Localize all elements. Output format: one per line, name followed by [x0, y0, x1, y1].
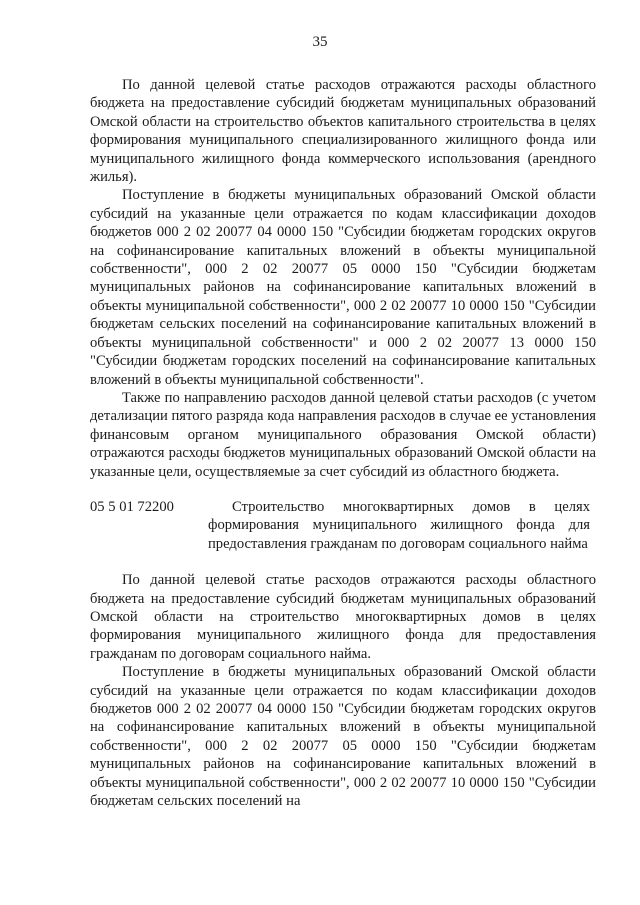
paragraph-1: По данной целевой статье расходов отражаются расходы областного бюджета на предоставление субсидий бюджетам муниципальных образований Омской области на строительство объектов капитального строительства в целях формирования муниципального специализированного жилищного фонда или муниципального жилищного фонда коммерческого использования (арендного жилья).	[90, 77, 596, 186]
expense-code-entry	[90, 498, 596, 553]
page-number: 35	[312, 34, 328, 50]
paragraph-5: Поступление в бюджеты муниципальных образований Омской области субсидий на указанные цели отражается по кодам классификации доходов бюджетов 000 2 02 20077 04 0000 150 "Субсидии бюджетам городских округов на софинансирование капитальных вложений в объекты муниципальной собственности", 000 2 02 20077 05 0000 150 "Субсидии бюджетам муниципальных районов на софинансирование капитальных вложений в объекты муниципальной собственности", 000 2 02 20077 10 0000 150 "Субсидии бюджетам сельских поселений на	[90, 664, 596, 810]
expense-code: 05 5 01 72200	[90, 498, 174, 515]
paragraph-3: Также по направлению расходов данной целевой статьи расходов (с учетом детализации пятого разряда кода направления расходов в случае ее установления финансовым органом муниципального образования Омской области) отражаются расходы бюджетов муниципальных образований Омской области на указанные цели, осуществляемые за счет субсидий из областного бюджета.	[90, 389, 596, 480]
paragraph-4: По данной целевой статье расходов отражаются расходы областного бюджета на предоставление субсидий бюджетам муниципальных образований Омской области на строительство многоквартирных домов в целях формирования муниципального жилищного фонда для предоставления гражданам по договорам социального найма.	[90, 572, 596, 662]
paragraph-2: Поступление в бюджеты муниципальных образований Омской области субсидий на указанные цели отражается по кодам классификации доходов бюджетов 000 2 02 20077 04 0000 150 "Субсидии бюджетам городских округов на софинансирование капитальных вложений в объекты муниципальной собственности", 000 2 02 20077 05 0000 150 "Субсидии бюджетам муниципальных районов на софинансирование капитальных вложений в объекты муниципальной собственности", 000 2 02 20077 10 0000 150 "Субсидии бюджетам сельских поселений на софинансирование капитальных вложений в объекты муниципальной собственности" и 000 2 02 20077 13 0000 150 "Субсидии бюджетам городских поселений на софинансирование капитальных вложений в объекты муниципальной собственности".	[90, 187, 596, 388]
document-body	[90, 76, 596, 810]
expense-code-title: Строительство многоквартирных домов в целях формирования муниципального жилищного фонда для предоставления гражданам по договорам социального найма	[208, 498, 590, 552]
